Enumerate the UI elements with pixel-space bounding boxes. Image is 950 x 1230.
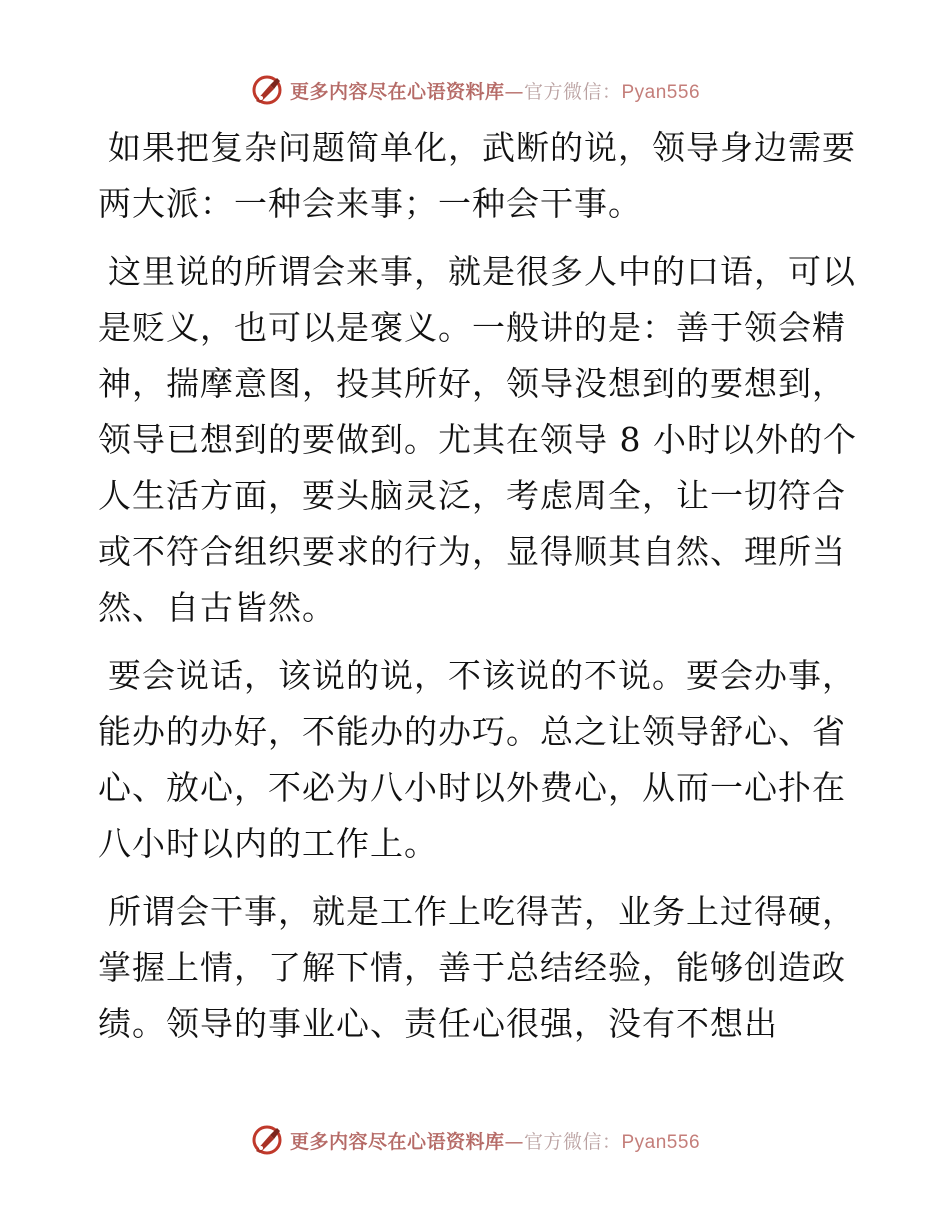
banner-wechat-label: 官方微信： [523, 80, 622, 103]
banner-dash: — [504, 1130, 524, 1153]
banner-text [290, 1127, 700, 1154]
paragraph-1: 如果把复杂问题简单化，武断的说，领导身边需要两大派：一种会来事；一种会干事。 [98, 128, 856, 223]
banner-text [290, 77, 700, 104]
banner-wechat-label: 官方微信： [523, 1130, 622, 1153]
banner-prefix: 更多内容尽在心语资料库 [289, 1130, 505, 1153]
pen-logo-icon [250, 73, 284, 107]
document-body [98, 120, 858, 1064]
header-banner [0, 70, 950, 110]
banner-wechat-id: Pyan556 [621, 81, 701, 103]
paragraph-3: 要会说话，该说的说，不该说的不说。要会办事，能办的办好，不能办的办巧。总之让领导舒心、省心、放心，不必为八小时以外费心，从而一心扑在八小时以内的工作上。 [98, 656, 856, 863]
banner-wechat-id: Pyan556 [621, 1131, 701, 1153]
footer-banner [0, 1120, 950, 1160]
pen-logo-icon [250, 1123, 284, 1157]
banner-dash: — [504, 80, 524, 103]
paragraph-4: 所谓会干事，就是工作上吃得苦，业务上过得硬，掌握上情，了解下情，善于总结经验，能够创造政绩。领导的事业心、责任心很强，没有不想出 [98, 892, 856, 1043]
paragraph-2: 这里说的所谓会来事，就是很多人中的口语，可以是贬义，也可以是褒义。一般讲的是：善于领会精神，揣摩意图，投其所好，领导没想到的要想到，领导已想到的要做到。尤其在领导 8 小时以外的个人生活方面，要头脑灵泛，考虑周全，让一切符合或不符合组织要求的行为，显得顺其自然、理所当然、自古皆然。 [98, 252, 857, 627]
banner-prefix: 更多内容尽在心语资料库 [289, 80, 505, 103]
